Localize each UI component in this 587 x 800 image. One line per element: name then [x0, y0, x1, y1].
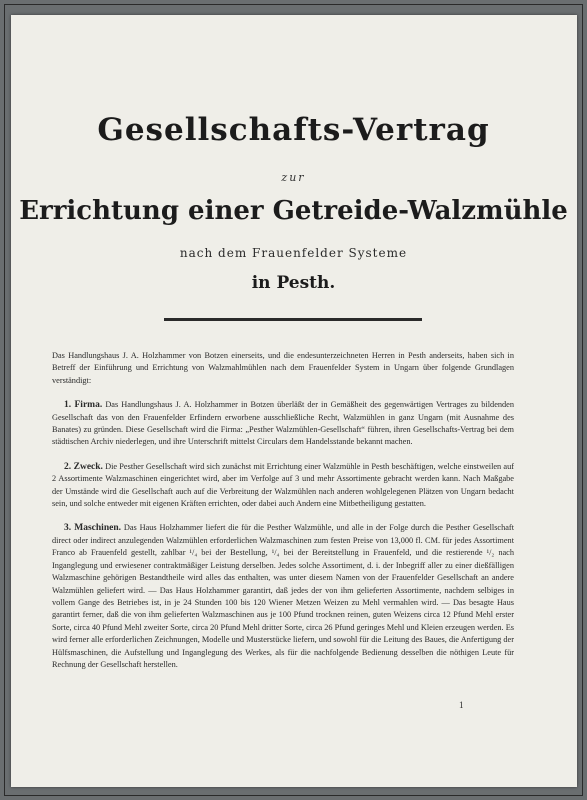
section-firma: [52, 399, 514, 449]
section-zweck: [52, 461, 514, 511]
document-title: Gesellschafts-Vertrag: [97, 112, 490, 148]
contract-body: [52, 350, 514, 683]
page-number: 1: [459, 700, 464, 710]
section-heading: 1. Firma.: [64, 400, 103, 411]
city-line: in Pesth.: [251, 273, 336, 293]
title-connector: zur: [281, 171, 306, 184]
title-divider: [164, 318, 422, 321]
section-heading: 2. Zweck.: [64, 461, 103, 472]
section-text: Die Pesther Gesellschaft wird sich zunächst mit Errichtung einer Walzmühle in Pesth beschäftigen, welche einstweilen auf 2 Assortimente Walzmaschinen eingerichtet wird, aber im Verfolge auf 3 und mehr Assortimente gebracht werden kann. Nach Maßgabe der Umstände wird die Gesellschaft auch auf die Verbreitung der Walzmühlen nach anderen wohlgelegenen Plätzen von Ungarn bedacht sein, und solche entweder mit eigenen Kräften errichten, oder dabei auch Andern eine Mitbetheiligung gestatten.: [52, 461, 514, 509]
intro-paragraph: Das Handlungshaus J. A. Holzhammer von Botzen einerseits, und die endesunterzeichneten Herren in Pesth anderseits, haben sich in Betreff der Einführung und Errichtung von Walzmahlmühlen nach dem Frauenfelder System in Ungarn über folgende Grundlagen verständigt:: [52, 351, 514, 385]
document-subtitle: Errichtung einer Getreide-Walzmühle: [19, 196, 568, 226]
section-text: Das Handlungshaus J. A. Holzhammer in Botzen überläßt der in Gemäßheit des gegenwärtigen Vertrages zu bildenden Gesellschaft das von den Frauenfelder Erfindern erworbene ausschließliche Recht, Walzmühlen in ganz Ungarn (mit Ausnahme des Banates) zu gründen. Diese Gesellschaft wird die Firma: „Pesther Walzmühlen-Gesellschaft“ führen, ihren Gesellschafts-Vertrag bei dem städtischen Archiv niederlegen, und ihre Unterschrift mittelst Circulars dem Handelsstande bekannt machen.: [52, 400, 515, 447]
section-maschinen: [52, 522, 514, 671]
section-text: Das Haus Holzhammer liefert die für die Pesther Walzmühle, und alle in der Folge durch die Pesther Gesellschaft direct oder indirect anzulegenden Walzmühlen erforderlichen Walzmaschinen zum festen Preise von 13,000 fl. CM. für jedes Assortiment Franco ab Frauenfeld gestellt, zahlbar ¹/₄ bei der Bestellung, ¹/₄ bei der Bereitstellung in Frauenfeld, und die restierende ¹/₂ nach Inganglegung und erwiesener contraktmäßiger Leistung derselben. Jedes solche Assortiment, d. i. der Inbegriff aller zu einer dießfälligen Walzmaschine gehörigen Bestandtheile wird alles das enthalten, was unter diesem Namen von der Frauenfelder Gesellschaft an andere Walzmühlen geliefert wird. — Das Haus Holzhammer garantirt, daß jedes der von ihm gelieferten Assortimente, nachdem selbiges in vollem Gange des Betriebes ist, in je 24 Stunden 100 bis 120 Wiener Metzen Weizen zu Mehl vermahlen wird. — Das besagte Haus garantirt ferner, daß die von ihm gelieferten Walzmaschinen aus je 100 Pfund trocknen reinen, guten Weizens circa 12 Pfund Mehl erster Sorte, circa 40 Pfund Mehl zweiter Sorte, circa 20 Pfund Mehl dritter Sorte, circa 26 Pfund geringes Mehl und Kleien erzeugen werden. Es wird ferner alle erforderlichen Zeichnungen, Modelle und Musterstücke liefern, und sowohl für die Leitung des Baues, die Anfertigung der Hülfsmaschinen, die Aufstellung und Inganglegung des Werkes, als für die nachfolgende Bedienung desselben die nöthigen Leute für Rechnung der Gesellschaft herstellen.: [52, 523, 515, 669]
system-line: nach dem Frauenfelder Systeme: [179, 246, 408, 260]
section-heading: 3. Maschinen.: [64, 523, 121, 534]
